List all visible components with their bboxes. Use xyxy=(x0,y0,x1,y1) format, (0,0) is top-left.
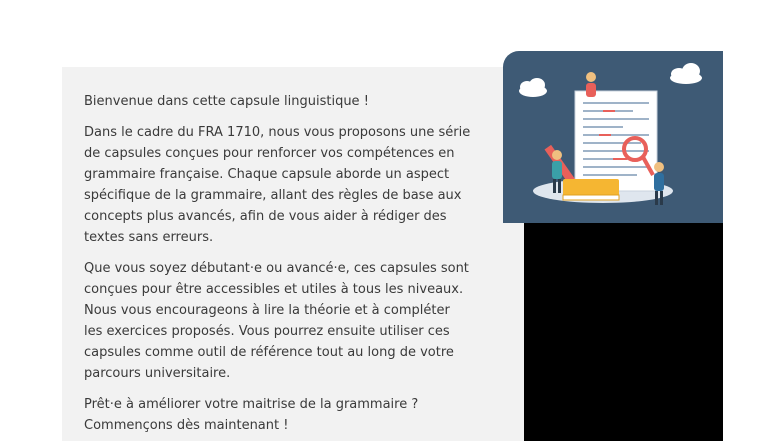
paragraph-1-line: concepts plus avancés, afin de vous aider à rédiger des xyxy=(84,209,447,224)
paragraph-2-line: parcours universitaire. xyxy=(84,366,231,381)
paragraph-1-line: grammaire française. Chaque capsule aborde un aspect xyxy=(84,167,450,182)
greeting: Bienvenue dans cette capsule linguistique ! xyxy=(84,94,369,109)
paragraph-2 xyxy=(84,258,484,384)
cloud-icon xyxy=(670,63,702,84)
paragraph-2-line: Que vous soyez débutant·e ou avancé·e, ces capsules sont xyxy=(84,261,469,276)
closing xyxy=(84,394,484,436)
grammar-document-illustration-icon xyxy=(503,51,723,223)
paragraph-1-line: de capsules conçues pour renforcer vos compétences en xyxy=(84,146,455,161)
intro-text xyxy=(84,91,484,446)
paragraph-1 xyxy=(84,122,484,248)
paragraph-1-line: Dans le cadre du FRA 1710, nous vous proposons une série xyxy=(84,125,471,140)
paragraph-2-line: capsules comme outil de référence tout au long de votre xyxy=(84,345,454,360)
paragraph-1-line: spécifique de la grammaire, allant des règles de base aux xyxy=(84,188,462,203)
cloud-icon xyxy=(519,78,547,97)
paragraph-2-line: Nous vous encourageons à lire la théorie et à compléter xyxy=(84,303,450,318)
black-block xyxy=(524,223,723,441)
closing-line: Prêt·e à améliorer votre maitrise de la grammaire ? xyxy=(84,397,419,412)
illustration-panel xyxy=(503,51,723,223)
book-icon xyxy=(563,179,619,200)
paragraph-2-line: les exercices proposés. Vous pourrez ensuite utiliser ces xyxy=(84,324,450,339)
closing-line: Commençons dès maintenant ! xyxy=(84,418,289,433)
person-icon xyxy=(586,72,596,97)
paragraph-1-line: textes sans erreurs. xyxy=(84,230,214,245)
paragraph-2-line: conçues pour être accessibles et utiles à tous les niveaux. xyxy=(84,282,464,297)
person-icon xyxy=(654,162,664,205)
